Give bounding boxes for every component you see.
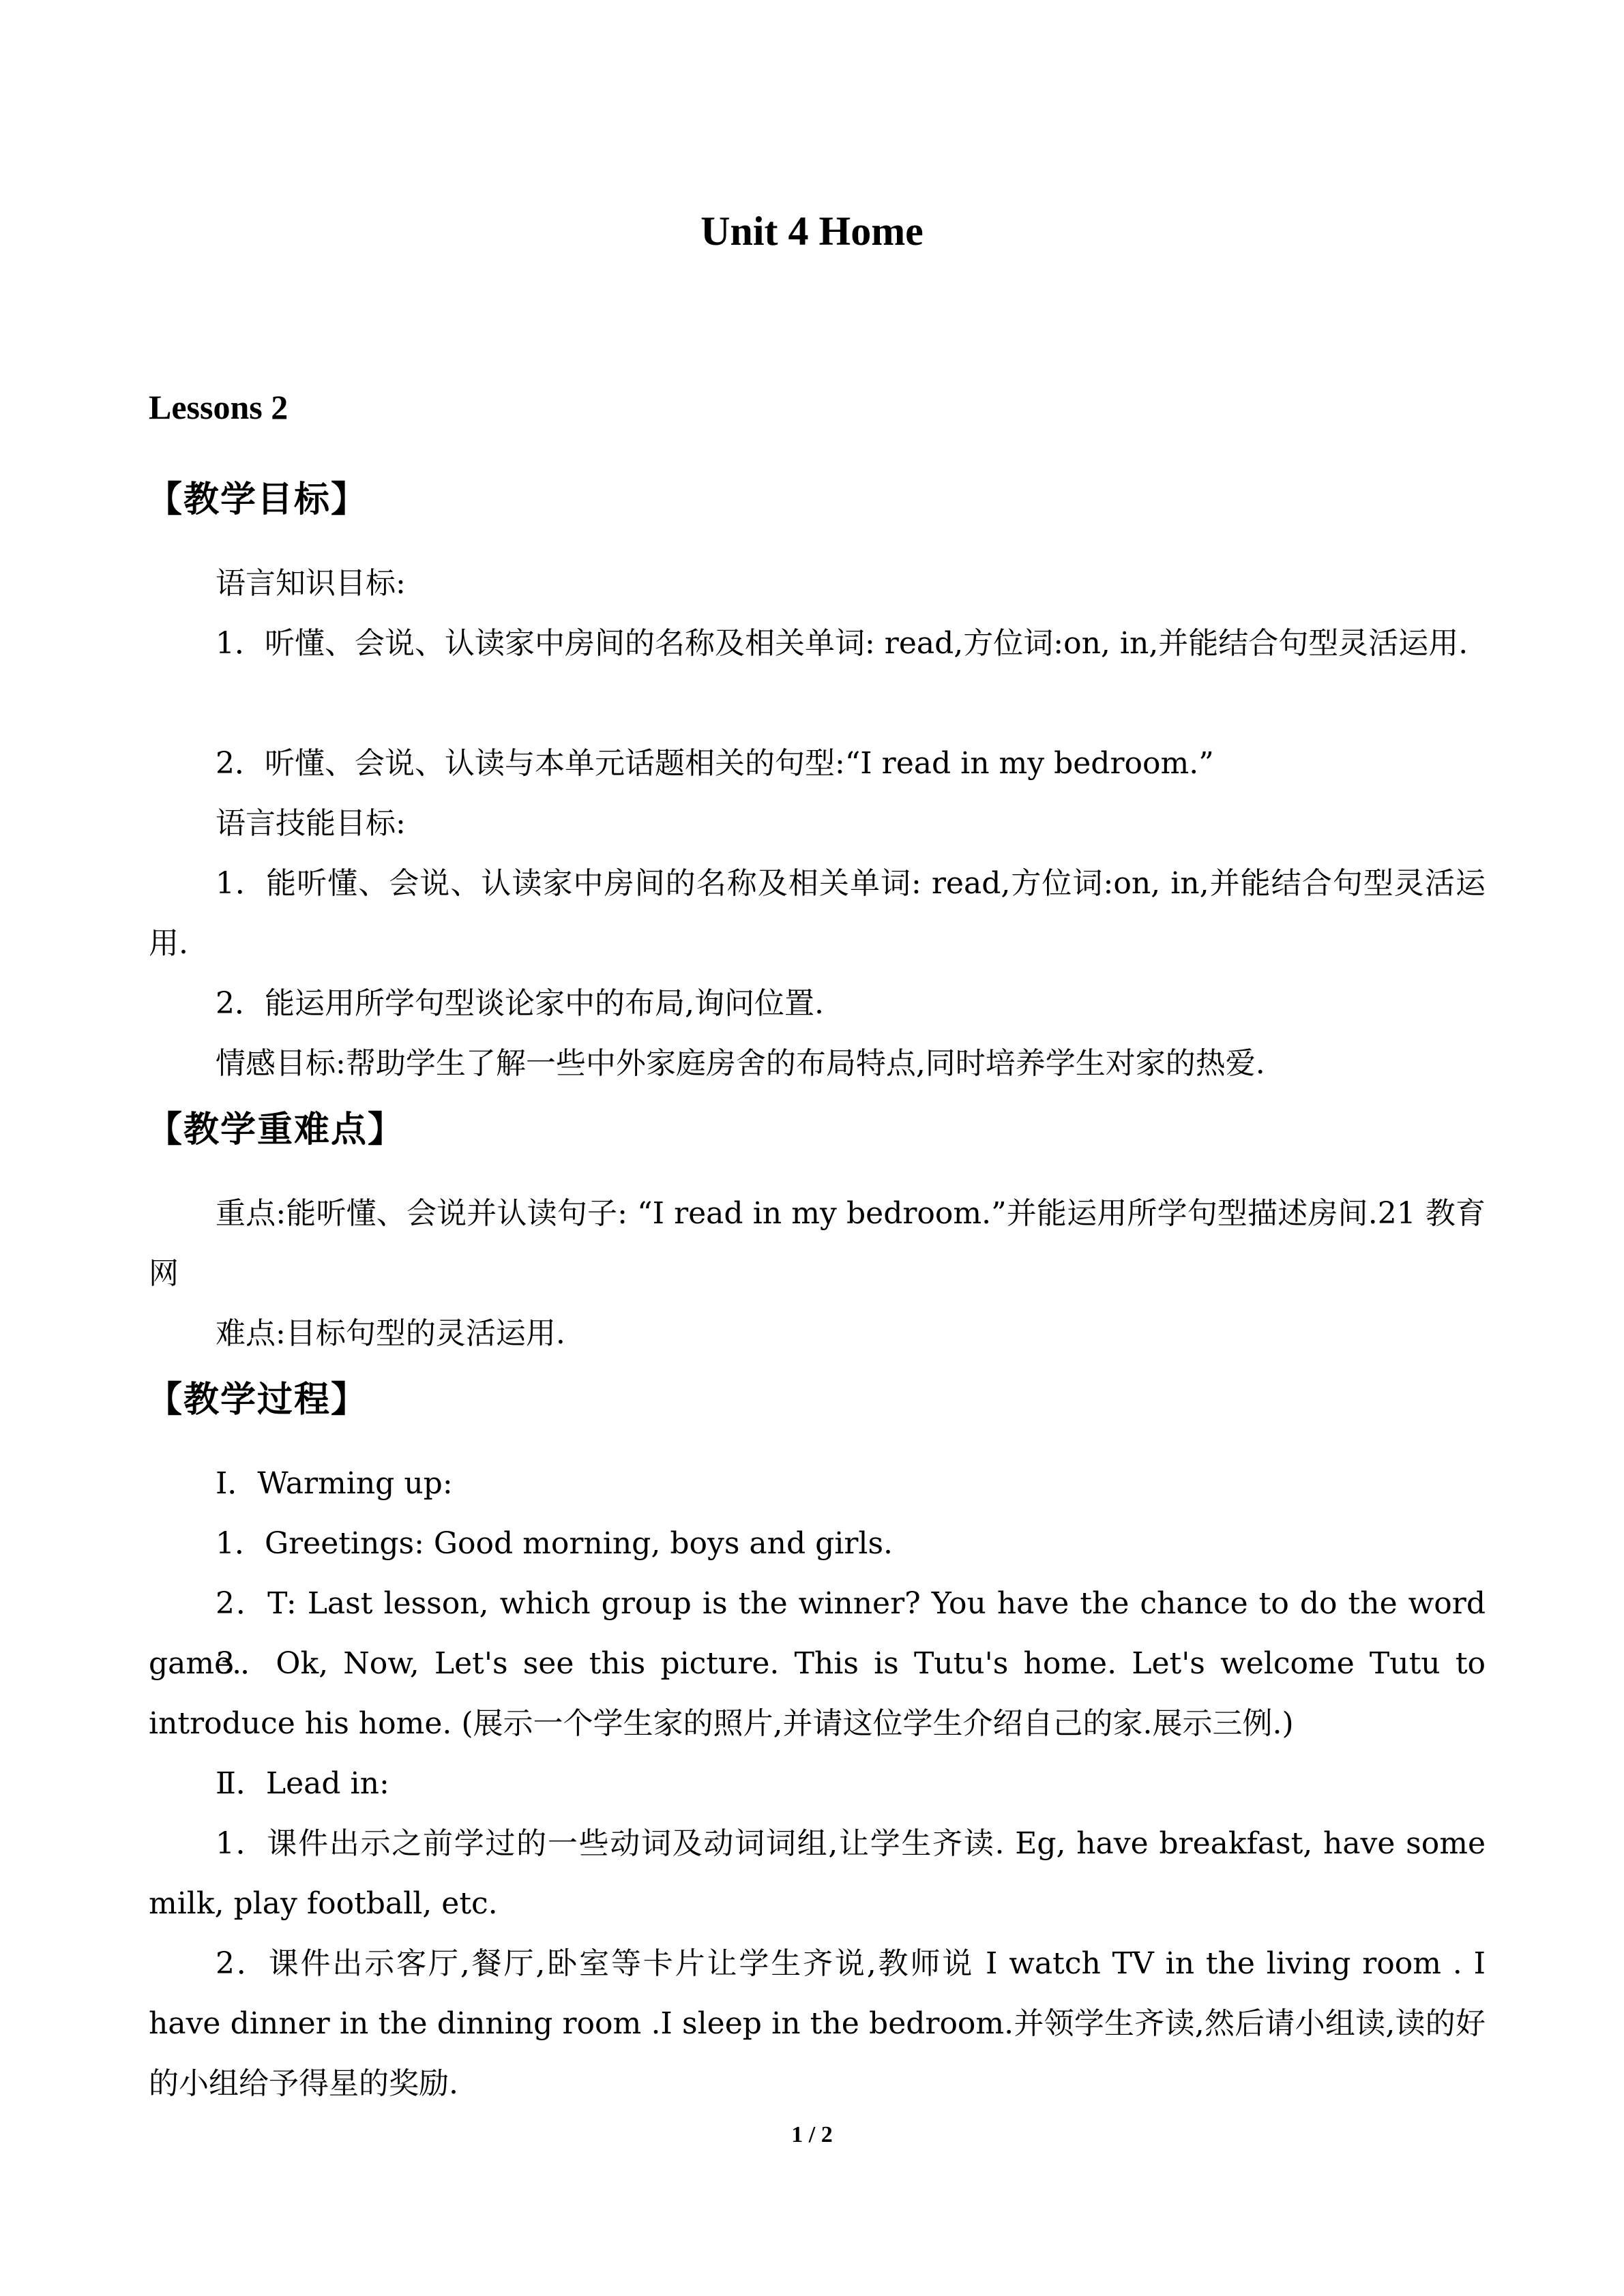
skill-goal-2: 2．能运用所学句型谈论家中的布局,询问位置. [216, 986, 824, 1021]
section-key-points-heading: 【教学重难点】 [147, 1109, 405, 1150]
section-goals-heading: 【教学目标】 [147, 479, 368, 520]
knowledge-goal-heading: 语言知识目标: [216, 566, 406, 601]
document-title: Unit 4 Home [700, 209, 924, 254]
lesson-heading: Lessons 2 [149, 388, 289, 426]
process-step-greetings: 1．Greetings: Good morning, boys and girls. [216, 1526, 894, 1561]
knowledge-goal-1: 1．听懂、会说、认读家中房间的名称及相关单词: read,方位词:on, in,并能结合句型灵活运用. [216, 626, 1468, 661]
section-process-heading: 【教学过程】 [147, 1379, 368, 1420]
key-point-difficulty: 难点:目标句型的灵活运用. [216, 1316, 565, 1351]
skill-goal-heading: 语言技能目标: [216, 806, 406, 841]
process-lead-in-heading: Ⅱ．Lead in: [216, 1766, 389, 1801]
process-step-rooms: 2．课件出示客厅,餐厅,卧室等卡片让学生齐说,教师说 I watch TV in the living room . I have dinner in the dinning room .I sleep in the bedroom.并领学生齐读,然后请小组读,读的好的小组给予得星的奖励. [149, 1946, 1486, 2101]
process-step-verbs: 1．课件出示之前学过的一些动词及动词词组,让学生齐读. Eg, have breakfast, have some milk, play football, etc. [149, 1826, 1486, 1921]
skill-goal-1: 1．能听懂、会说、认读家中房间的名称及相关单词: read,方位词:on, in,并能结合句型灵活运用. [149, 866, 1486, 961]
knowledge-goal-2: 2．听懂、会说、认读与本单元话题相关的句型:“I read in my bedroom.” [216, 746, 1214, 781]
process-warming-up-heading: Ⅰ．Warming up: [216, 1466, 453, 1501]
page-number: 1 / 2 [791, 2122, 833, 2147]
key-point-focus: 重点:能听懂、会说并认读句子: “I read in my bedroom.”并能运用所学句型描述房间.21 教育网 [149, 1196, 1486, 1291]
process-step-last-lesson: 2．T: Last lesson, which group is the winner? You have the chance to do the word game. [149, 1586, 1486, 1681]
emotion-goal: 情感目标:帮助学生了解一些中外家庭房舍的布局特点,同时培养学生对家的热爱. [216, 1046, 1265, 1081]
process-step-picture: 3．Ok, Now, Let's see this picture. This is Tutu's home. Let's welcome Tutu to introduce his home. (展示一个学生家的照片,并请这位学生介绍自己的家.展示三例.) [149, 1646, 1486, 1741]
